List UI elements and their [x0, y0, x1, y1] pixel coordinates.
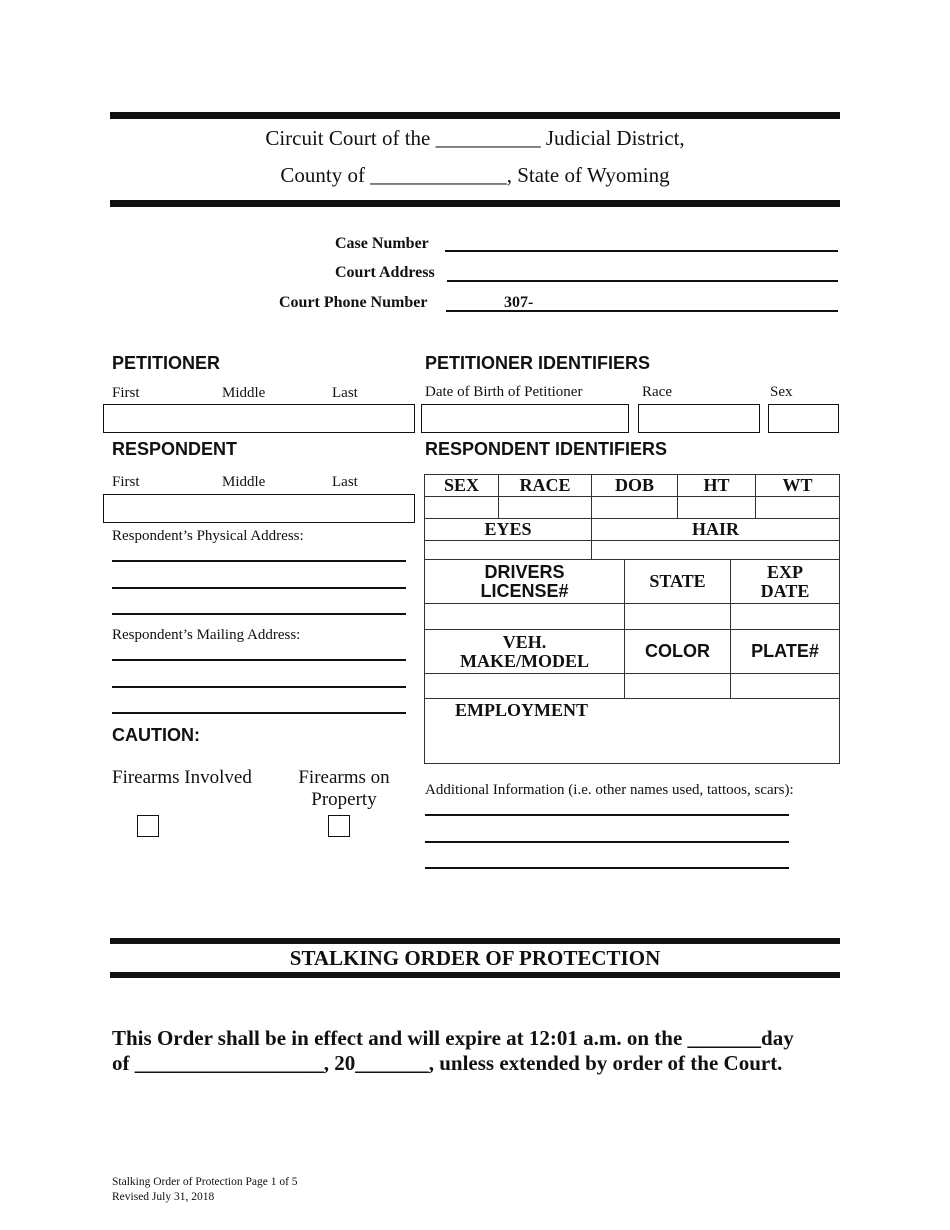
- respondent-mailing-address-label: Respondent’s Mailing Address:: [112, 627, 301, 643]
- respondent-last-label: Last: [332, 474, 358, 490]
- sex-header: SEX: [424, 474, 499, 497]
- color-header: COLOR: [624, 629, 731, 674]
- order-expiration-line-1: This Order shall be in effect and will expire at 12:01 a.m. on the _______day: [112, 1026, 794, 1050]
- respondent-identifiers-heading: RESPONDENT IDENTIFIERS: [425, 439, 668, 459]
- respondent-name-input[interactable]: [103, 494, 415, 523]
- dob-header: DOB: [591, 474, 678, 497]
- mailing-address-line-1[interactable]: [112, 659, 406, 661]
- order-title-bottom-rule: [110, 972, 840, 978]
- petitioner-name-input[interactable]: [103, 404, 415, 433]
- additional-info-label: Additional Information (i.e. other names used, tattoos, scars):: [425, 782, 794, 798]
- respondent-physical-address-label: Respondent’s Physical Address:: [112, 528, 304, 544]
- eyes-value-cell[interactable]: [424, 540, 592, 560]
- petitioner-identifiers-heading: PETITIONER IDENTIFIERS: [425, 353, 651, 373]
- wt-header: WT: [755, 474, 840, 497]
- additional-info-line-3[interactable]: [425, 867, 789, 869]
- petitioner-sex-input[interactable]: [768, 404, 839, 433]
- case-number-label: Case Number: [335, 235, 429, 252]
- mailing-address-line-2[interactable]: [112, 686, 406, 688]
- employment-label: EMPLOYMENT: [455, 700, 588, 720]
- hair-header: HAIR: [591, 518, 840, 541]
- state-value-cell[interactable]: [624, 603, 731, 630]
- vehicle-make-model-header: VEH. MAKE/MODEL: [424, 629, 625, 674]
- court-district-line: Circuit Court of the __________ Judicial District,: [265, 126, 685, 150]
- race-header: RACE: [498, 474, 592, 497]
- additional-info-line-1[interactable]: [425, 814, 789, 816]
- firearms-on-property-checkbox[interactable]: [328, 815, 350, 837]
- drivers-license-header: DRIVERS LICENSE#: [424, 559, 625, 604]
- court-address-label: Court Address: [335, 264, 435, 281]
- petitioner-heading: PETITIONER: [112, 353, 221, 373]
- firearms-involved-checkbox[interactable]: [137, 815, 159, 837]
- order-title: STALKING ORDER OF PROTECTION: [289, 946, 661, 970]
- additional-info-line-2[interactable]: [425, 841, 789, 843]
- header-top-rule: [110, 112, 840, 119]
- court-phone-label: Court Phone Number: [279, 294, 428, 311]
- firearms-on-property-label: Firearms on Property: [298, 767, 390, 810]
- wt-value-cell[interactable]: [755, 496, 840, 519]
- drivers-license-value-cell[interactable]: [424, 603, 625, 630]
- petitioner-last-label: Last: [332, 385, 358, 401]
- plate-value-cell[interactable]: [730, 673, 840, 699]
- hair-value-cell[interactable]: [591, 540, 840, 560]
- petitioner-race-label: Race: [642, 384, 672, 400]
- order-title-top-rule: [110, 938, 840, 944]
- race-value-cell[interactable]: [498, 496, 592, 519]
- respondent-heading: RESPONDENT: [112, 439, 238, 459]
- ht-value-cell[interactable]: [677, 496, 756, 519]
- footer-page-number: Stalking Order of Protection Page 1 of 5: [112, 1176, 298, 1188]
- petitioner-sex-label: Sex: [770, 384, 793, 400]
- vehicle-value-cell[interactable]: [424, 673, 625, 699]
- exp-date-value-cell[interactable]: [730, 603, 840, 630]
- exp-date-header: EXP DATE: [730, 559, 840, 604]
- header-bottom-rule: [110, 200, 840, 207]
- respondent-middle-label: Middle: [222, 474, 266, 490]
- physical-address-line-1[interactable]: [112, 560, 406, 562]
- eyes-header: EYES: [424, 518, 592, 541]
- physical-address-line-2[interactable]: [112, 587, 406, 589]
- sex-value-cell[interactable]: [424, 496, 499, 519]
- color-value-cell[interactable]: [624, 673, 731, 699]
- petitioner-dob-input[interactable]: [421, 404, 629, 433]
- court-phone-prefix: 307-: [504, 294, 534, 311]
- petitioner-middle-label: Middle: [222, 385, 266, 401]
- petitioner-race-input[interactable]: [638, 404, 760, 433]
- caution-heading: CAUTION:: [112, 725, 200, 745]
- plate-header: PLATE#: [730, 629, 840, 674]
- footer-revised-date: Revised July 31, 2018: [112, 1191, 215, 1203]
- order-expiration-line-2: of __________________, 20_______, unless extended by order of the Court.: [112, 1051, 783, 1075]
- case-number-field[interactable]: [445, 250, 838, 252]
- physical-address-line-3[interactable]: [112, 613, 406, 615]
- state-header: STATE: [624, 559, 731, 604]
- county-state-line: County of _____________, State of Wyoming: [280, 163, 670, 187]
- petitioner-dob-label: Date of Birth of Petitioner: [425, 384, 583, 400]
- dob-value-cell[interactable]: [591, 496, 678, 519]
- firearms-involved-label: Firearms Involved: [112, 767, 252, 788]
- court-address-field[interactable]: [447, 280, 838, 282]
- petitioner-first-label: First: [112, 385, 140, 401]
- ht-header: HT: [677, 474, 756, 497]
- respondent-first-label: First: [112, 474, 140, 490]
- mailing-address-line-3[interactable]: [112, 712, 406, 714]
